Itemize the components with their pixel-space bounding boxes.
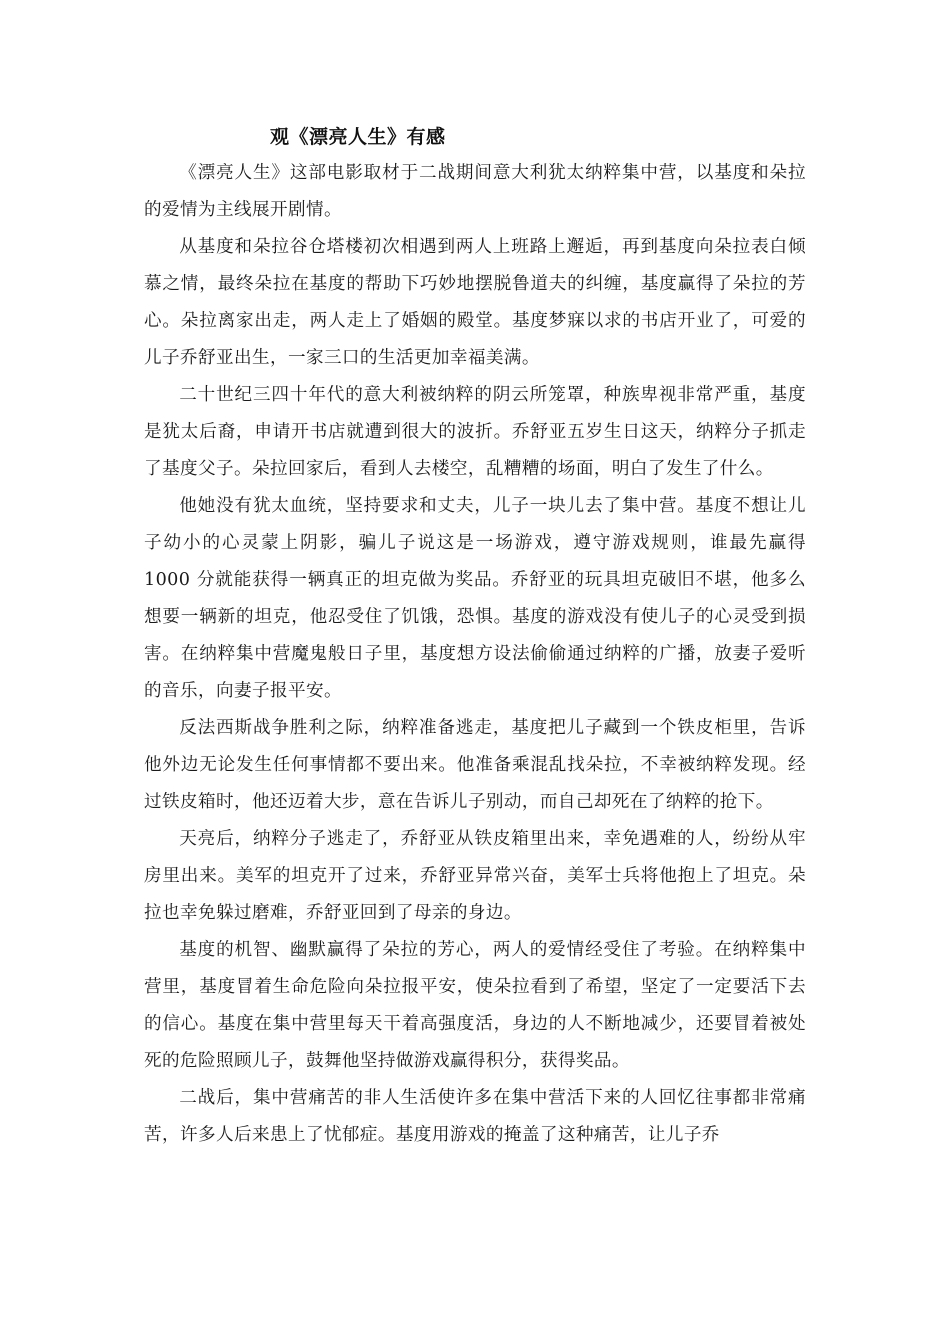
paragraph-5: 反法西斯战争胜利之际，纳粹准备逃走，基度把儿子藏到一个铁皮柜里，告诉他外边无论发生任何事情都不要出来。他准备乘混乱找朵拉，不幸被纳粹发现。经过铁皮箱时，他还迈着大步，意在告诉儿子别动，而自己却死在了纳粹的抢下。 bbox=[144, 718, 806, 812]
paragraph-4: 他她没有犹太血统，坚持要求和丈夫，儿子一块儿去了集中营。基度不想让儿子幼小的心灵蒙上阴影，骗儿子说这是一场游戏，遵守游戏规则，谁最先赢得 1000 分就能获得一辆真正的坦克做为奖品。乔舒亚的玩具坦克破旧不堪，他多么想要一辆新的坦克，他忍受住了饥饿，恐惧。基度的游戏没有使儿子的心灵受到损害。在纳粹集中营魔鬼般日子里，基度想方设法偷偷通过纳粹的广播，放妻子爱听的音乐，向妻子报平安。 bbox=[144, 496, 806, 701]
paragraph-2: 从基度和朵拉谷仓塔楼初次相遇到两人上班路上邂逅，再到基度向朵拉表白倾慕之情，最终朵拉在基度的帮助下巧妙地摆脱鲁道夫的纠缠，基度赢得了朵拉的芳心。朵拉离家出走，两人走上了婚姻的殿堂。基度梦寐以求的书店开业了，可爱的儿子乔舒亚出生，一家三口的生活更加幸福美满。 bbox=[144, 237, 806, 368]
paragraph-8: 二战后，集中营痛苦的非人生活使许多在集中营活下来的人回忆往事都非常痛苦，许多人后来患上了忧郁症。基度用游戏的掩盖了这种痛苦，让儿子乔 bbox=[144, 1088, 806, 1145]
paragraph-7: 基度的机智、幽默赢得了朵拉的芳心，两人的爱情经受住了考验。在纳粹集中营里，基度冒着生命危险向朵拉报平安，使朵拉看到了希望，坚定了一定要活下去的信心。基度在集中营里每天干着高强度活，身边的人不断地减少，还要冒着被处死的危险照顾儿子，鼓舞他坚持做游戏赢得积分，获得奖品。 bbox=[144, 940, 806, 1071]
paragraph-1: 《漂亮人生》这部电影取材于二战期间意大利犹太纳粹集中营，以基度和朵拉的爱情为主线展开剧情。 bbox=[144, 163, 806, 220]
paragraph-6: 天亮后，纳粹分子逃走了，乔舒亚从铁皮箱里出来，幸免遇难的人，纷纷从牢房里出来。美军的坦克开了过来，乔舒亚异常兴奋，美军士兵将他抱上了坦克。朵拉也幸免躲过磨难，乔舒亚回到了母亲的身边。 bbox=[144, 829, 806, 923]
document-body bbox=[144, 155, 806, 1154]
paragraph-3: 二十世纪三四十年代的意大利被纳粹的阴云所笼罩，种族卑视非常严重，基度是犹太后裔，申请开书店就遭到很大的波折。乔舒亚五岁生日这天，纳粹分子抓走了基度父子。朵拉回家后，看到人去楼空，乱糟糟的场面，明白了发生了什么。 bbox=[144, 385, 806, 479]
document-title: 观《漂亮人生》有感 bbox=[270, 126, 446, 148]
